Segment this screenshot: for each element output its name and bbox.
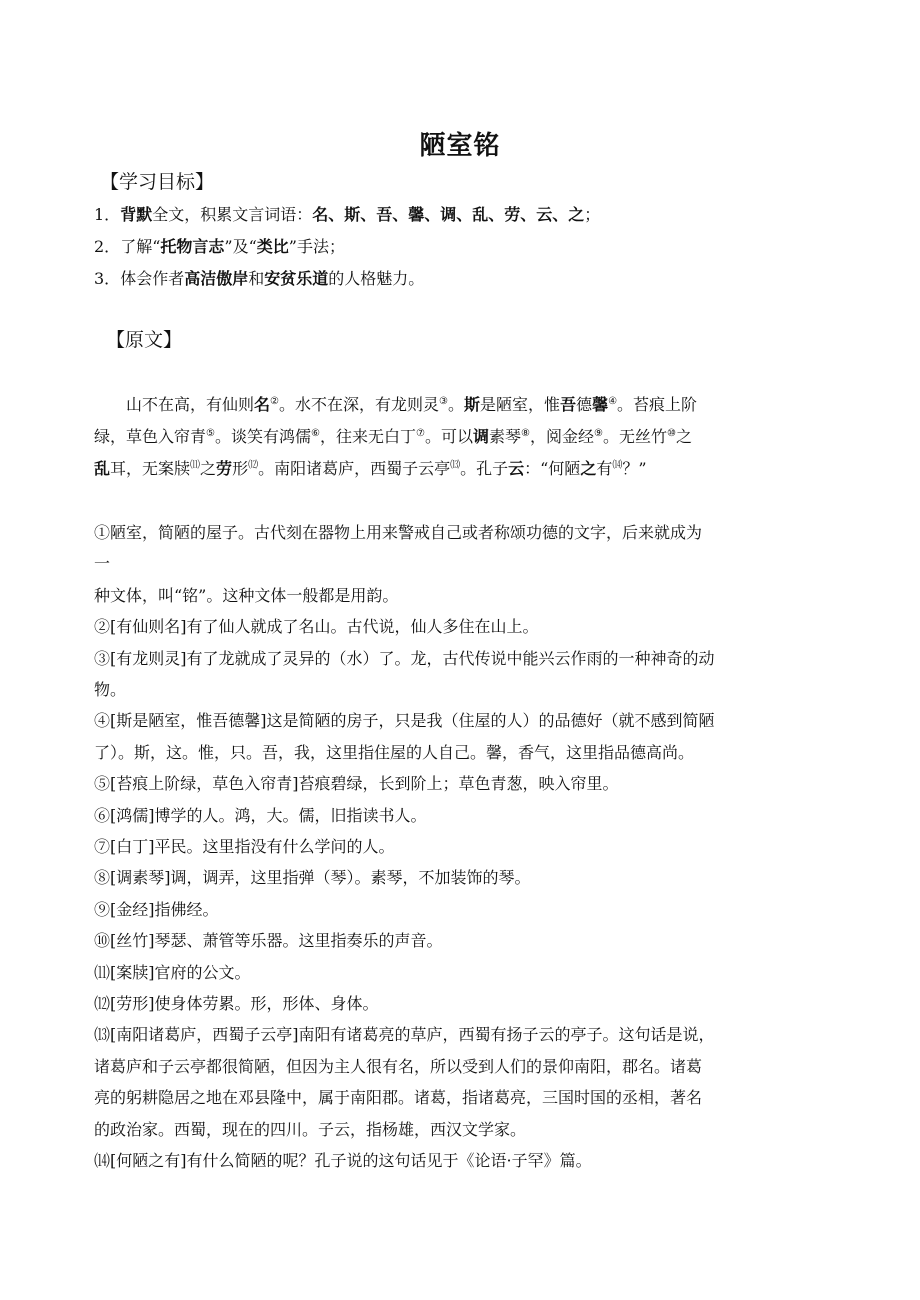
footnote-marker: ⑨ [593, 428, 603, 439]
keyword: 劳 [216, 459, 233, 478]
footnote-marker: ② [270, 396, 279, 407]
footnote-marker: ③ [439, 396, 448, 407]
text-run: ”及“ [224, 237, 257, 256]
text-run: ； [584, 205, 601, 224]
keyword: 乱 [94, 459, 111, 478]
text-run: 。无丝竹 [602, 427, 667, 446]
annotation-line: 种文体，叫“铭”。这种文体一般都是用韵。 [94, 586, 399, 605]
annotation-line: ⑥[鸿儒]博学的人。鸿，大。儒，旧指读书人。 [94, 806, 427, 825]
annotation-line: 一 [94, 554, 111, 573]
text-run: ，阅金经 [529, 427, 594, 446]
keyword: 之 [580, 459, 597, 478]
text-run: 。谈笑有鸿儒 [214, 427, 311, 446]
original-heading: 【原文】 [106, 329, 183, 351]
keyword: 托物言志 [160, 237, 225, 256]
annotation-line: ⑦[白丁]平民。这里指没有什么学问的人。 [94, 837, 395, 856]
keyword: 馨 [592, 395, 609, 414]
text-run: 绿，草色入帘青 [94, 427, 207, 446]
text-run: 耳，无案牍 [110, 459, 191, 478]
footnote-marker: ⑿ [248, 460, 259, 471]
text-run: 德 [576, 395, 593, 414]
original-line [94, 426, 692, 448]
text-run: 山不在高，有仙则 [94, 395, 255, 414]
text-run: 。苔痕上阶 [617, 395, 698, 414]
keyword: 安贫乐道 [264, 269, 329, 288]
footnote-marker: ⑧ [521, 428, 530, 439]
annotation-line: ⑾[案牍]官府的公文。 [94, 963, 251, 982]
annotation-line: ③[有龙则灵]有了龙就成了灵异的（水）了。龙，古代传说中能兴云作雨的一种神奇的动 [94, 649, 715, 668]
keyword: 斯 [464, 395, 481, 414]
objectives-heading: 【学习目标】 [100, 171, 215, 193]
keyword: 背默 [120, 205, 153, 224]
keyword: 云 [508, 459, 525, 478]
footnote-marker: ⒁ [612, 460, 623, 471]
text-run: 。可以 [424, 427, 473, 446]
footnote-marker: ⑦ [415, 428, 425, 439]
footnote-marker: ⒀ [450, 460, 461, 471]
text-run: 之 [675, 427, 692, 446]
text-run: ：“何陋 [524, 459, 581, 478]
annotation-line: 诸葛庐和子云亭都很简陋，但因为主人很有名，所以受到人们的景仰南阳，郡名。诸葛 [94, 1057, 703, 1076]
keyword: 高洁傲岸 [184, 269, 249, 288]
footnote-marker: ⑩ [666, 428, 676, 439]
annotation-line: ⒁[何陋之有]有什么简陋的呢？孔子说的这句话见于《论语·子罕》篇。 [94, 1151, 592, 1170]
annotation-line: ⑩[丝竹]琴瑟、萧管等乐器。这里指奏乐的声音。 [94, 931, 443, 950]
keyword: 吾 [560, 395, 577, 414]
text-run: 之 [200, 459, 217, 478]
objective-number: 3． [94, 269, 121, 288]
objective-number: 1． [94, 205, 121, 224]
text-run: 全文，积累文言词语： [152, 205, 313, 224]
text-run: 形 [232, 459, 249, 478]
annotation-line: ⑤[苔痕上阶绿，草色入帘青]苔痕碧绿，长到阶上；草色青葱，映入帘里。 [94, 774, 619, 793]
text-run: 素琴 [488, 427, 521, 446]
annotation-line: ②[有仙则名]有了仙人就成了名山。古代说，仙人多住在山上。 [94, 617, 539, 636]
annotation-line: 亮的躬耕隐居之地在邓县隆中，属于南阳郡。诸葛，指诸葛亮，三国时国的丞相，著名 [94, 1088, 703, 1107]
keyword: 调 [472, 427, 489, 446]
text-run: 。水不在深，有龙则灵 [279, 395, 440, 414]
text-run: 和 [248, 269, 265, 288]
annotation-line: 了）。斯，这。惟，只。吾，我，这里指住屋的人自己。馨，香气，这里指品德高尚。 [94, 743, 695, 762]
text-run: 。孔子 [460, 459, 509, 478]
text-run: ”手法； [288, 237, 345, 256]
annotation-line: ⑨[金经]指佛经。 [94, 900, 219, 919]
annotation-line: ⒀[南阳诸葛庐，西蜀子云亭]南阳有诸葛亮的草庐，西蜀有扬子云的亭子。这句话是说， [94, 1025, 715, 1044]
footnote-marker: ⑾ [190, 460, 201, 471]
annotation-line: ⑿[劳形]使身体劳累。形，形体、身体。 [94, 994, 379, 1013]
annotation-line: ⑧[调素琴]调，调弄，这里指弹（琴）。素琴，不加装饰的琴。 [94, 868, 531, 887]
original-line [94, 394, 697, 416]
footnote-marker: ⑥ [311, 428, 320, 439]
objective-item [94, 204, 600, 226]
keyword: 名、斯、吾、馨、调、乱、劳、云、之 [312, 205, 585, 224]
keyword: 名 [254, 395, 271, 414]
text-run: 。 [447, 395, 464, 414]
text-run: 有 [596, 459, 613, 478]
text-run: ？” [622, 459, 647, 478]
annotation-line: ①陋室，简陋的屋子。古代刻在器物上用来警戒自己或者称颂功德的文字，后来就成为 [94, 523, 703, 542]
text-run: 体会作者 [120, 269, 185, 288]
text-run: ，往来无白丁 [319, 427, 416, 446]
footnote-marker: ④ [608, 396, 618, 407]
objective-item [94, 236, 345, 258]
text-run: 是陋室，惟 [480, 395, 561, 414]
annotation-line: ④[斯是陋室，惟吾德馨]这是简陋的房子，只是我（住屋的人）的品德好（就不感到简陋 [94, 711, 715, 730]
objective-item [94, 268, 424, 290]
text-run: 的人格魅力。 [328, 269, 425, 288]
footnote-marker: ⑤ [206, 428, 215, 439]
annotation-line: 的政治家。西蜀，现在的四川。子云，指杨雄，西汉文学家。 [94, 1120, 527, 1139]
original-line [94, 458, 647, 480]
keyword: 类比 [256, 237, 289, 256]
objective-number: 2． [94, 237, 121, 256]
text-run: 了解“ [120, 237, 161, 256]
page-title: 陋室铭 [419, 131, 501, 161]
text-run: 。南阳诸葛庐，西蜀子云亭 [258, 459, 451, 478]
annotation-line: 物。 [94, 680, 127, 699]
